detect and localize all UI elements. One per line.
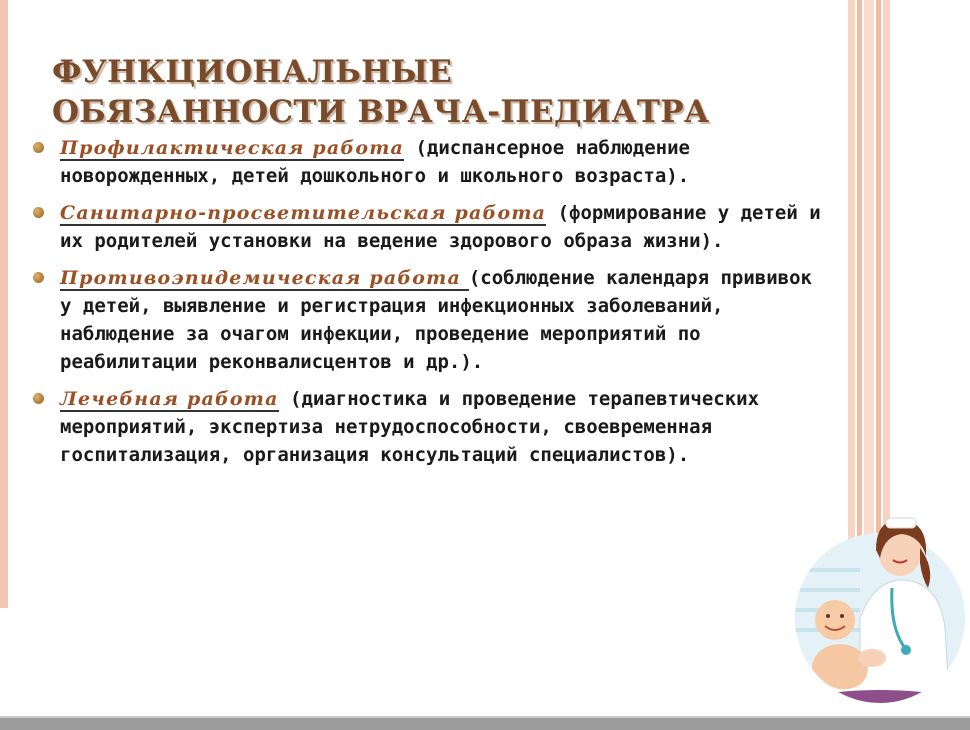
duty-description: (диспансерное наблюдение новорожденных, детей дошкольного и школьного возраста).	[60, 137, 690, 187]
bullet-icon	[33, 207, 44, 218]
duty-term: Профилактическая работа	[60, 137, 405, 159]
bullet-icon	[33, 142, 44, 153]
list-item	[30, 264, 830, 376]
list-item	[30, 385, 830, 469]
duty-description: (формирование у детей и их родителей установки на ведение здорового образа жизни).	[60, 202, 821, 252]
duty-term: Противоэпидемическая работа	[60, 267, 469, 289]
list-item	[30, 134, 830, 190]
title-line-1: ФУНКЦИОНАЛЬНЫЕ	[52, 54, 453, 90]
bullet-icon	[33, 272, 44, 283]
bottom-bar	[0, 718, 970, 730]
doctor-with-baby-illustration	[780, 508, 970, 718]
duty-description: (диагностика и проведение терапевтических мероприятий, экспертиза нетрудоспособности, своевременная госпитализация, организация консультаций специалистов).	[60, 388, 760, 466]
duty-term: Санитарно-просветительская работа	[60, 202, 547, 224]
duties-list	[30, 134, 830, 478]
right-decorative-stripes	[848, 0, 890, 560]
left-decorative-stripe	[0, 0, 8, 608]
bullet-icon	[33, 393, 44, 404]
duty-description: (соблюдение календаря прививок у детей, выявление и регистрация инфекционных заболеваний, наблюдение за очагом инфекции, проведение мероприятий по реабилитации реконвалисцентов и др.).	[60, 267, 812, 373]
duty-term: Лечебная работа	[60, 388, 279, 410]
list-item	[30, 199, 830, 255]
title-line-2: ОБЯЗАННОСТИ ВРАЧА-ПЕДИАТРА	[52, 94, 710, 130]
page-title	[52, 52, 709, 132]
